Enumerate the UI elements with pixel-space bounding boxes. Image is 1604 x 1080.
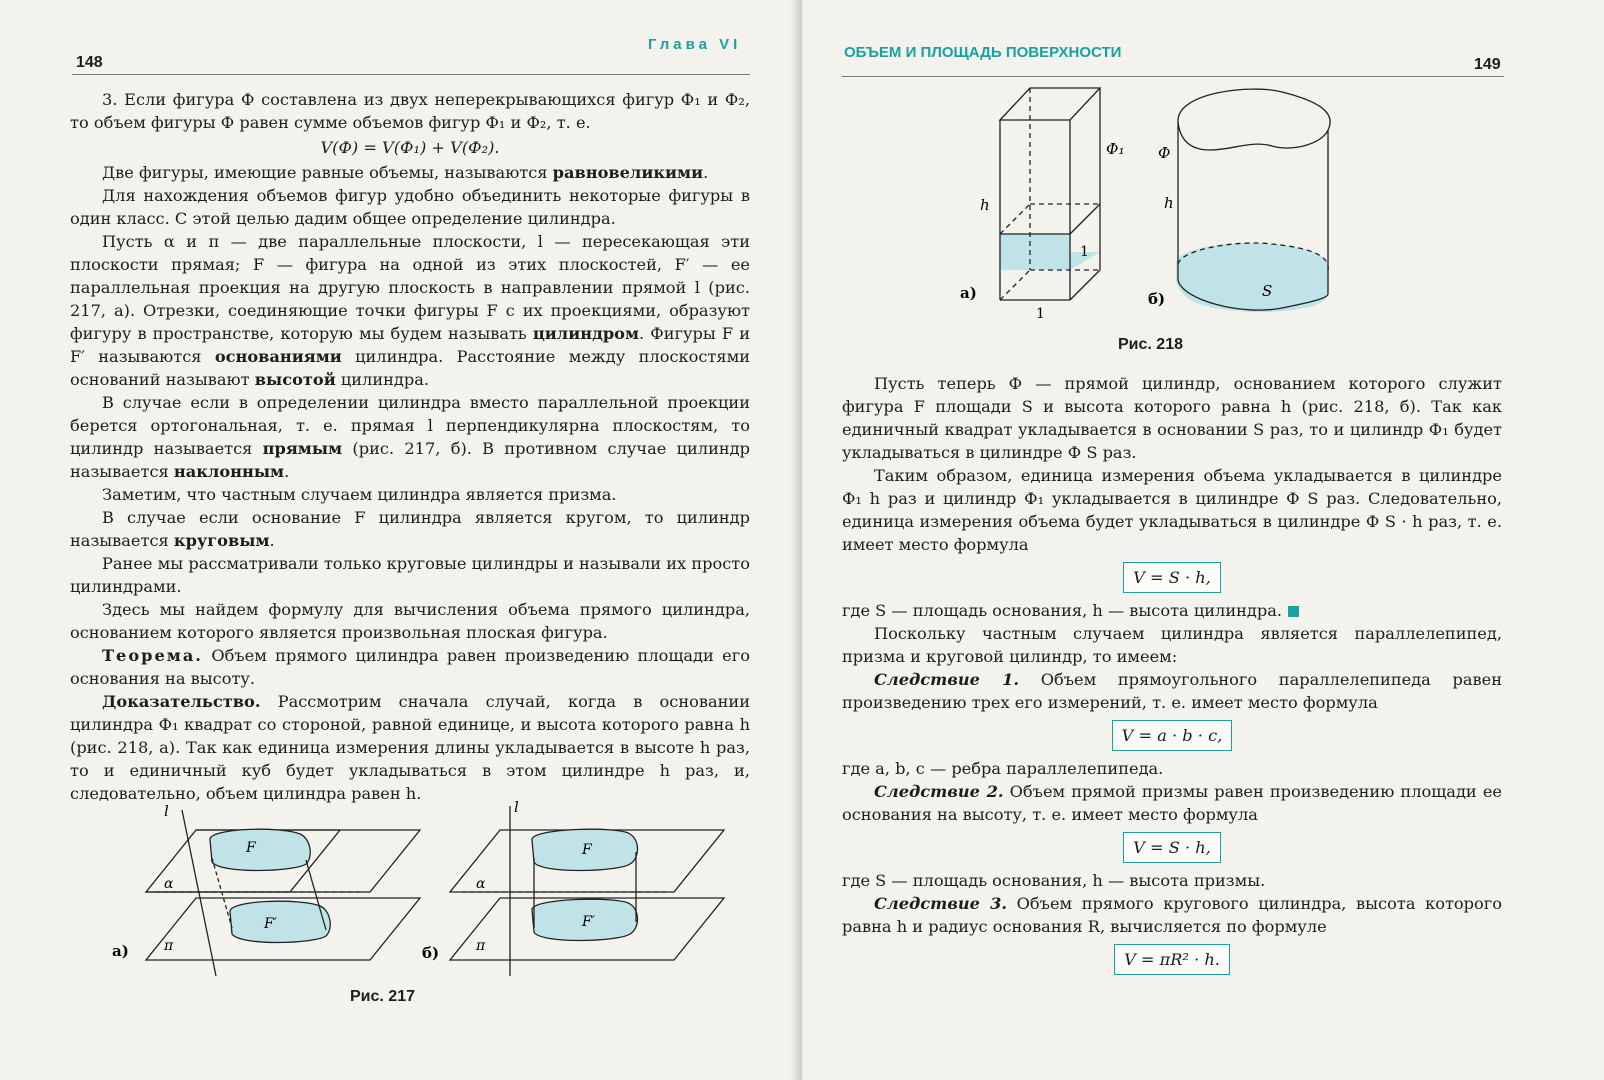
label-l-b: l (514, 800, 519, 816)
figure-217-caption: Рис. 217 (350, 988, 415, 1005)
figure-217 (100, 800, 740, 990)
label-alpha-b: α (476, 876, 486, 892)
label-S: S (1262, 282, 1273, 300)
paragraph: Пусть теперь Ф — прямой цилиндр, основанием которого служит фигура F площади S и высота которого равна h (рис. 218, б). Так как единичный квадрат укладывается в основании S раз, то и цилиндр Ф₁ будет укладываться в цилиндре Ф S раз. (842, 374, 1502, 462)
label-b: б) (422, 944, 440, 962)
formula-box-parallelepiped: V = a · b · c, (1112, 720, 1233, 751)
formula-box-cylinder: V = S · h, (1123, 562, 1221, 593)
left-page (0, 0, 800, 1080)
label-b: б) (1148, 290, 1166, 308)
header-rule-left (72, 74, 750, 75)
paragraph: В случае если основание F цилиндра является кругом, то цилиндр называется круговым. (70, 508, 750, 550)
formula-volume-sum: V(Ф) = V(Ф₁) + V(Ф₂). (320, 138, 500, 157)
paragraph: Две фигуры, имеющие равные объемы, называются равновеликими. (102, 163, 709, 182)
term-ravnovelikimi: равновеликими (552, 163, 704, 182)
corollary-2: Следствие 2. Объем прямой призмы равен произведению площади ее основания на высоту, т. е. имеет место формула (842, 782, 1502, 824)
label-F-a: F (246, 840, 256, 856)
paragraph: Таким образом, единица измерения объема укладывается в цилиндре Ф₁ h раз и цилиндр Ф₁ укладывается в цилиндре Ф S раз. Следовательно, единица измерения объема будет укладываться в цилиндре Ф S · h раз, т. е. имеет место формула (842, 466, 1502, 554)
running-head-right: ОБЪЕМ И ПЛОЩАДЬ ПОВЕРХНОСТИ (844, 44, 1122, 61)
header-rule-right (842, 76, 1504, 77)
label-a: а) (960, 284, 977, 302)
page-number-left: 148 (76, 54, 103, 71)
formula-box-prism: V = S · h, (1123, 832, 1221, 863)
left-text-block (70, 88, 750, 805)
label-pi-a: π (164, 938, 174, 954)
paragraph: Заметим, что частным случаем цилиндра является призма. (102, 485, 617, 504)
page-number-right: 149 (1474, 56, 1501, 73)
label-pi-b: π (476, 938, 486, 954)
fig217-b (450, 806, 724, 976)
label-F-b: F (582, 842, 592, 858)
label-l-a: l (164, 802, 169, 820)
running-head-left: Глава VI (648, 36, 742, 53)
label-alpha-a: α (164, 876, 174, 892)
paragraph: Здесь мы найдем формулу для вычисления объема прямого цилиндра, основанием которого является произвольная плоская фигура. (70, 600, 750, 642)
paragraph: Ранее мы рассматривали только круговые цилиндры и называли их просто цилиндрами. (70, 554, 750, 596)
paragraph: В случае если в определении цилиндра вместо параллельной проекции берется ортогональная, т. е. прямая l перпендикулярна плоскостям, то цилиндр называется прямым (рис. 217, б). В противном случае цилиндр называется наклонным. (70, 393, 750, 481)
label-Fp-b: F′ (582, 914, 595, 930)
formula-box-circular-cylinder: V = πR² · h. (1114, 944, 1230, 975)
paragraph: 3. Если фигура Ф составлена из двух неперекрывающихся фигур Ф₁ и Ф₂, то объем фигуры Ф равен сумме объемов фигур Ф₁ и Ф₂, т. е. (70, 90, 750, 132)
fig217-a (146, 810, 420, 976)
label-phi: Ф (1158, 144, 1171, 162)
paragraph: Для нахождения объемов фигур удобно объединить некоторые фигуры в один класс. С этой целью дадим общее определение цилиндра. (70, 186, 750, 228)
right-page (802, 0, 1604, 1080)
fig218-a (1000, 88, 1100, 300)
paragraph: Пусть α и π — две параллельные плоскости, l — пересекающая эти плоскости прямая; F — фигура на одной из этих плоскостей, F′ — ее параллельная проекция на другую плоскость в направлении прямой l (рис. 217, а). Отрезки, соединяющие точки фигуры F с их проекциями, образуют фигуру в пространстве, которую мы будем называть цилиндром. Фигуры F и F′ называются основаниями цилиндра. Расстояние между плоскостями оснований называют высотой цилиндра. (70, 232, 750, 389)
label-h-a: h (980, 196, 990, 214)
label-1-side: 1 (1080, 244, 1089, 260)
label-Fp-a: F′ (264, 916, 277, 932)
paragraph: где S — площадь основания, h — высота призмы. (842, 871, 1266, 890)
theorem: Теорема. Объем прямого цилиндра равен произведению площади его основания на высоту. (70, 646, 750, 688)
label-a: а) (112, 942, 129, 960)
right-text-block (842, 372, 1502, 981)
proof: Доказательство. Рассмотрим сначала случай, когда в основании цилиндра Ф₁ квадрат со стороной, равной единице, и высота которого равна h (рис. 218, а). Так как единица измерения длины укладывается в высоте h раз, то и единичный куб будет укладываться в этом цилиндре h раз, и, следовательно, объем цилиндра равен h. (70, 692, 750, 803)
label-1-bottom: 1 (1036, 306, 1045, 322)
paragraph: где S — площадь основания, h — высота цилиндра. (842, 599, 1502, 622)
paragraph: Поскольку частным случаем цилиндра является параллелепипед, призма и круговой цилиндр, то имеем: (842, 624, 1502, 666)
end-of-proof-icon (1288, 606, 1299, 617)
corollary-1: Следствие 1. Объем прямоугольного параллелепипеда равен произведению трех его измерений, т. е. имеет место формула (842, 670, 1502, 712)
figure-218 (942, 84, 1362, 324)
paragraph: где a, b, c — ребра параллелепипеда. (842, 759, 1164, 778)
corollary-3: Следствие 3. Объем прямого кругового цилиндра, высота которого равна h и радиус основания R, вычисляется по формуле (842, 894, 1502, 936)
fig218-b (1176, 89, 1330, 312)
label-h-b: h (1164, 194, 1174, 212)
label-phi1: Ф₁ (1106, 140, 1125, 158)
figure-218-caption: Рис. 218 (1118, 336, 1183, 353)
